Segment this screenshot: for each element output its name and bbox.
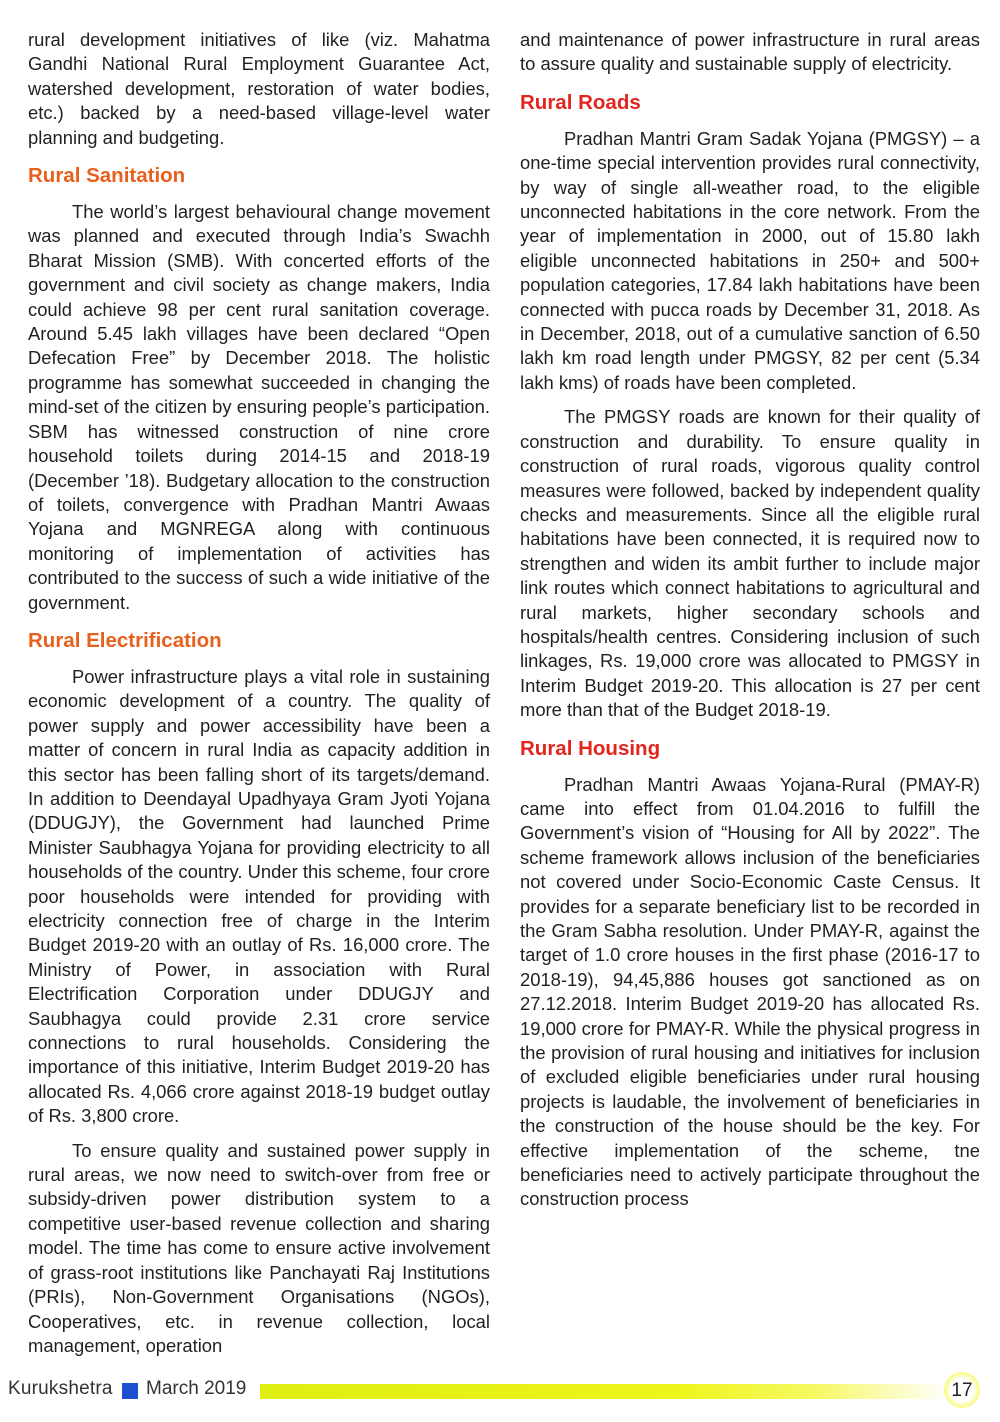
continuation-paragraph: and maintenance of power infrastructure in rural areas to assure quality and sustainable supply of electricity. [520,29,980,75]
heading-rural-housing: Rural Housing [520,736,661,760]
issue-date: March 2019 [146,1378,247,1399]
blue-square-icon [122,1383,138,1399]
right-column [520,28,980,1222]
electrification-paragraph-2: To ensure quality and sustained power supply in rural areas, we now need to switch-over from free or subsidy-driven power distribution system to a competitive user-based revenue collection and sharing model. The time has come to ensure active involvement of grass-root institutions like Panchayati Raj Institutions (PRIs), Non-Government Organisations (NGOs), Cooperatives, etc. in revenue collection, local management, operation [28,1139,490,1356]
sanitation-paragraph: The world’s largest behavioural change movement was planned and executed through India’s Swachh Bharat Mission (SMB). With concerted efforts of the government and civil society as change makers, India could achieve 98 per cent rural sanitation coverage. Around 5.45 lakh villages have been declared “Open Defecation Free” by December 2018. The holistic programme has somewhat succeeded in changing the mind-set of the citizen by ensuring people’s participation. SBM has witnessed construction of nine crore household toilets during 2014-15 and 2018-19 (December ’18). Budgetary allocation to the construction of toilets, convergence with Pradhan Mantri Awaas Yojana and MGNREGA along with continuous monitoring of implementation of activities has contributed to the success of such a wide initiative of the government. [28,201,490,613]
page-number-badge: 17 [944,1372,980,1408]
heading-rural-electrification: Rural Electrification [28,628,222,652]
heading-rural-roads: Rural Roads [520,90,641,114]
magazine-name: Kurukshetra [8,1378,113,1399]
left-column [28,28,490,1368]
heading-rural-sanitation: Rural Sanitation [28,164,186,188]
page-footer [0,1372,1000,1412]
housing-paragraph: Pradhan Mantri Awaas Yojana-Rural (PMAY-R) came into effect from 01.04.2016 to fulfill the Government’s vision of “Housing for All by 2022”. The scheme framework allows inclusion of the beneficiaries not covered under Socio-Economic Caste Census. It provides for a separate beneficiary list to be recorded in the Gram Sabha resolution. Under PMAY-R, against the target of 1.0 crore houses in the first phase (2016-17 to 2018-19), 94,45,886 houses got sanctioned as on 27.12.2018. Interim Budget 2019-20 has allocated Rs. 19,000 crore for PMAY-R. While the physical progress in the provision of rural housing and initiatives for inclusion of excluded eligible beneficiaries under rural housing projects is laudable, the involvement of beneficiaries in the construction of the house should be the key. For effective implementation of the scheme, tne beneficiaries need to actively participate throughout the construction process [520,773,980,1210]
electrification-paragraph-1: Power infrastructure plays a vital role in sustaining economic development of a country. The quality of power supply and power accessibility have been a matter of concern in rural India as capacity addition in this sector has been falling short of its targets/demand. In addition to Deendayal Upadhyaya Gram Jyoti Yojana (DDUGJY), the Government had launched Prime Minister Saubhagya Yojana for providing electricity to all households of the country. Under this scheme, four crore poor households were intended for providing with electricity connection free of charge in the Interim Budget 2019-20 with an outlay of Rs. 16,000 crore. The Ministry of Power, in association with Rural Electrification Corporation under DDUGJY and Saubhagya could provide 2.31 crore service connections to rural households. Considering the importance of this initiative, Interim Budget 2019-20 has allocated Rs. 4,066 crore against 2018-19 budget outlay of Rs. 3,800 crore. [28,665,490,1127]
roads-paragraph-2: The PMGSY roads are known for their quality of construction and durability. To ensure quality in construction of rural roads, vigorous quality control measures were followed, backed by independent quality checks and measurements. Since all the eligible rural habitations have been connected, it is required now to strengthen and widen its ambit further to include major link routes which connect habitations to agricultural and rural markets, higher secondary schools and hospitals/health centres. Considering inclusion of such linkages, Rs. 19,000 crore was allocated to PMGSY in Interim Budget 2019-20. This allocation is 27 per cent more than that of the Budget 2018-19. [520,406,980,721]
footer-gradient-bar [260,1384,950,1399]
roads-paragraph-1: Pradhan Mantri Gram Sadak Yojana (PMGSY) – a one-time special intervention provides rural connectivity, by way of single all-weather road, to the eligible unconnected habitations in the core network. From the year of implementation in 2000, out of 15.80 lakh eligible unconnected habitations in 250+ and 500+ population categories, 17.84 lakh habitations have been connected with pucca roads by December 31, 2018. As in December, 2018, out of a cumulative sanction of 6.50 lakh km road length under PMGSY, 82 per cent (5.34 lakh kms) of roads have been completed. [520,127,980,393]
intro-paragraph: rural development initiatives of like (viz. Mahatma Gandhi National Rural Employment Guarantee Act, watershed development, restoration of water bodies, etc.) backed by a need-based village-level water planning and budgeting. [28,29,490,148]
